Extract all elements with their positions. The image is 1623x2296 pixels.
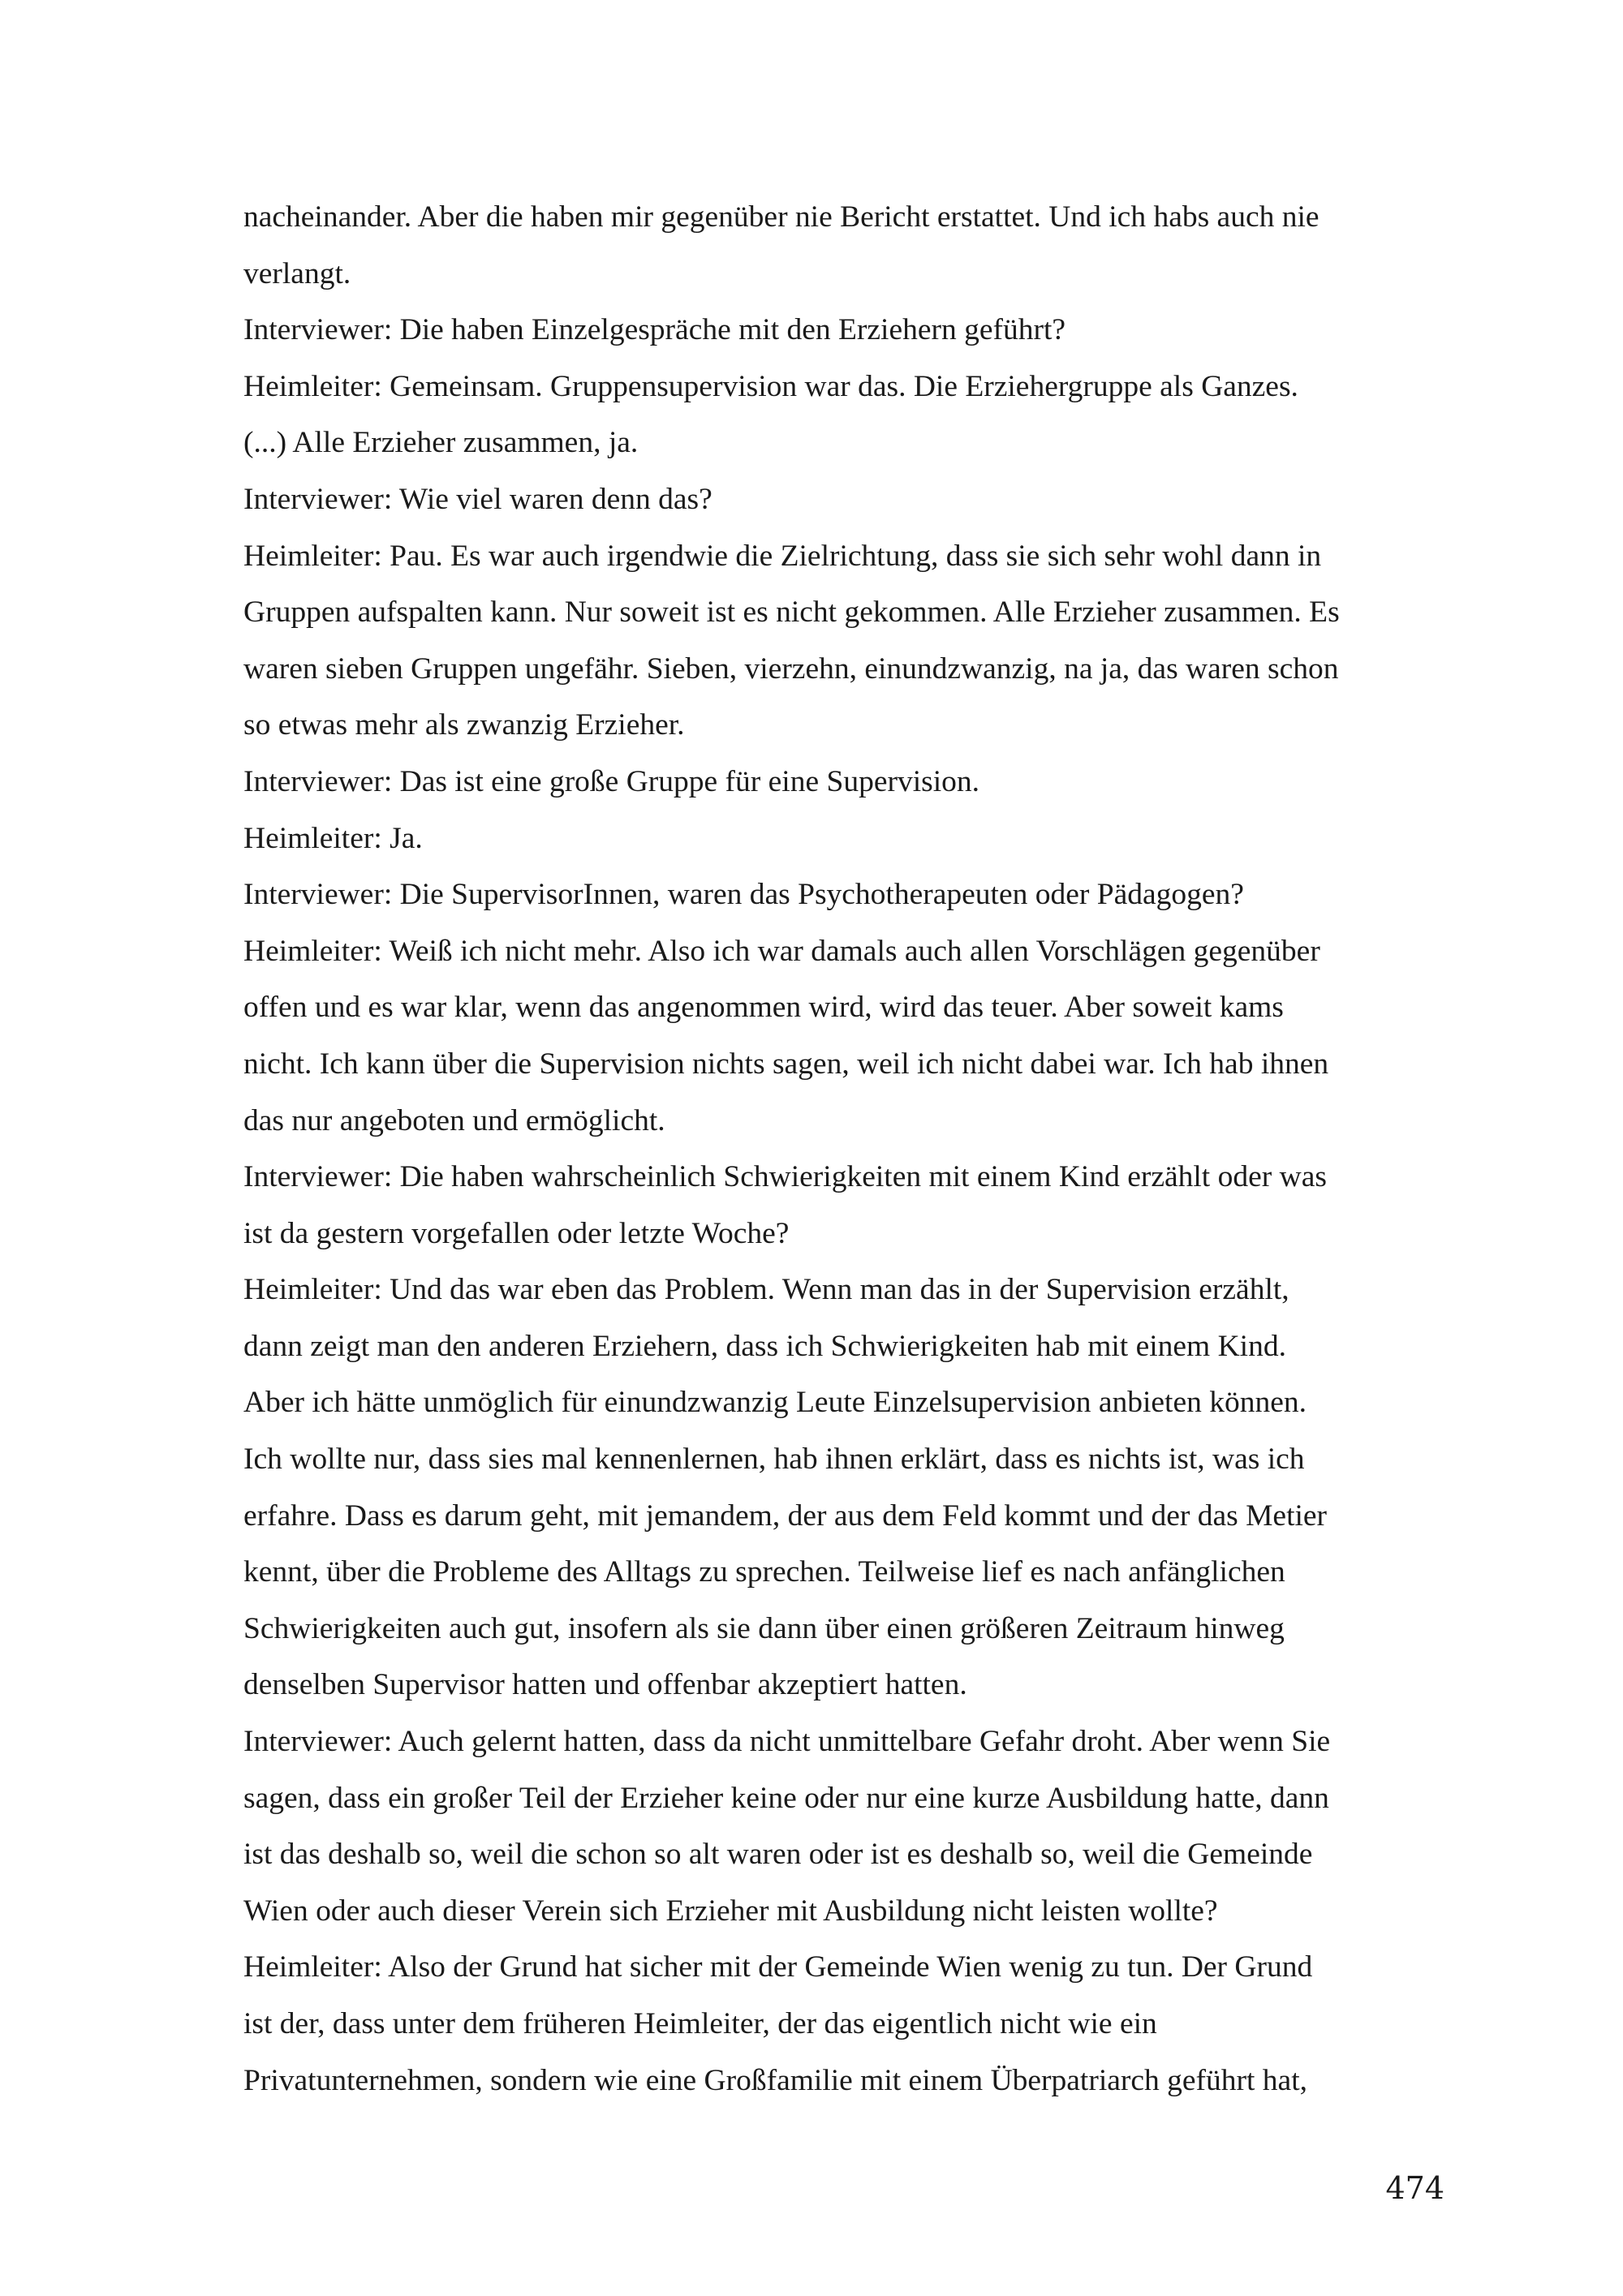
text-line: Heimleiter: Pau. Es war auch irgendwie die Zielrichtung, dass sie sich sehr wohl dann in (243, 539, 1322, 573)
text-line: Interviewer: Die haben Einzelgespräche mit den Erziehern geführt? (243, 313, 1066, 347)
text-line: dann zeigt man den anderen Erziehern, dass ich Schwierigkeiten hab mit einem Kind. (243, 1329, 1286, 1363)
text-line: offen und es war klar, wenn das angenommen wird, wird das teuer. Aber soweit kams (243, 991, 1284, 1025)
text-line: nacheinander. Aber die haben mir gegenüber nie Bericht erstattet. Und ich habs auch nie (243, 200, 1319, 234)
text-line: Heimleiter: Und das war eben das Problem. Wenn man das in der Supervision erzählt, (243, 1273, 1289, 1307)
page-number: 474 (1385, 2170, 1444, 2206)
text-line: Interviewer: Das ist eine große Gruppe für eine Supervision. (243, 764, 980, 798)
text-line: waren sieben Gruppen ungefähr. Sieben, vierzehn, einundzwanzig, na ja, das waren schon (243, 651, 1339, 686)
text-line: Interviewer: Die haben wahrscheinlich Schwierigkeiten mit einem Kind erzählt oder was (243, 1160, 1327, 1194)
text-line: ist da gestern vorgefallen oder letzte Woche? (243, 1216, 790, 1250)
text-line: Wien oder auch dieser Verein sich Erzieher mit Ausbildung nicht leisten wollte? (243, 1894, 1218, 1928)
text-line: Interviewer: Die SupervisorInnen, waren das Psychotherapeuten oder Pädagogen? (243, 878, 1244, 912)
text-line: kennt, über die Probleme des Alltags zu sprechen. Teilweise lief es nach anfänglichen (243, 1555, 1285, 1589)
text-line: erfahre. Dass es darum geht, mit jemandem, der aus dem Feld kommt und der das Metier (243, 1498, 1328, 1533)
text-line: Interviewer: Auch gelernt hatten, dass da nicht unmittelbare Gefahr droht. Aber wenn Sie (243, 1725, 1331, 1759)
text-line: Heimleiter: Ja. (243, 821, 423, 855)
text-line: Gruppen aufspalten kann. Nur soweit ist es nicht gekommen. Alle Erzieher zusammen. Es (243, 595, 1340, 630)
text-line: ist der, dass unter dem früheren Heimleiter, der das eigentlich nicht wie ein (243, 2007, 1157, 2040)
text-line: das nur angeboten und ermöglicht. (243, 1103, 665, 1137)
text-line: Privatunternehmen, sondern wie eine Großfamilie mit einem Überpatriarch geführt hat, (243, 2063, 1307, 2097)
text-line: (...) Alle Erzieher zusammen, ja. (243, 426, 639, 460)
text-line: sagen, dass ein großer Teil der Erzieher keine oder nur eine kurze Ausbildung hatte, dann (243, 1781, 1329, 1815)
text-line: Heimleiter: Gemeinsam. Gruppensupervision war das. Die Erziehergruppe als Ganzes. (243, 369, 1298, 403)
body-text (243, 189, 1444, 2109)
text-line: Schwierigkeiten auch gut, insofern als sie dann über einen größeren Zeitraum hinweg (243, 1611, 1285, 1645)
text-line: Heimleiter: Weiß ich nicht mehr. Also ich war damals auch allen Vorschlägen gegenüber (243, 934, 1320, 968)
text-line: ist das deshalb so, weil die schon so alt waren oder ist es deshalb so, weil die Gemeinde (243, 1838, 1313, 1872)
text-line: so etwas mehr als zwanzig Erzieher. (243, 708, 685, 742)
text-line: Aber ich hätte unmöglich für einundzwanzig Leute Einzelsupervision anbieten können. (243, 1386, 1307, 1420)
text-line: Interviewer: Wie viel waren denn das? (243, 482, 712, 516)
text-line: denselben Supervisor hatten und offenbar akzeptiert hatten. (243, 1668, 967, 1702)
text-line: verlangt. (243, 256, 351, 290)
text-line: Heimleiter: Also der Grund hat sicher mit der Gemeinde Wien wenig zu tun. Der Grund (243, 1950, 1313, 1984)
text-line: Ich wollte nur, dass sies mal kennenlernen, hab ihnen erklärt, dass es nichts ist, was ich (243, 1443, 1305, 1477)
text-line: nicht. Ich kann über die Supervision nichts sagen, weil ich nicht dabei war. Ich hab ihnen (243, 1047, 1329, 1081)
